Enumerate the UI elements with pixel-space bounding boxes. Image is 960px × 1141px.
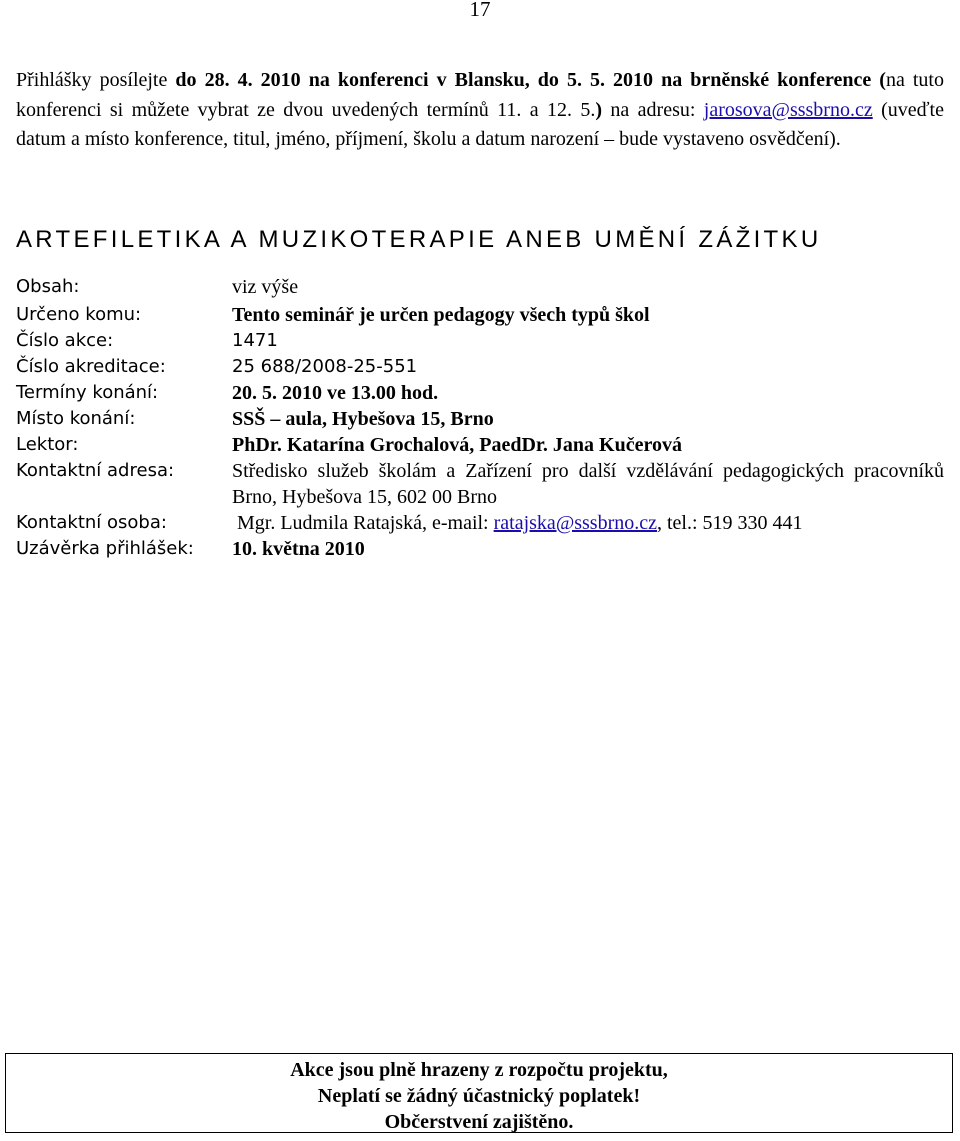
label-urceno: Určeno komu: <box>16 304 142 325</box>
contact-email-link[interactable]: ratajska@sssbrno.cz <box>493 512 657 534</box>
value-urceno: Tento seminář je určen pedagogy všech typů škol <box>232 304 650 326</box>
label-akreditace: Číslo akreditace: <box>16 356 166 377</box>
value-terminy: 20. 5. 2010 ve 13.00 hod. <box>232 382 439 404</box>
value-uzaverka: 10. května 2010 <box>232 538 365 560</box>
value-obsah: viz výše <box>232 276 299 298</box>
notice-box <box>5 1053 953 1133</box>
notice-line-3: Občerstvení zajištěno. <box>384 1111 574 1133</box>
value-osoba <box>237 510 803 536</box>
value-lektor: PhDr. Katarína Grochalová, PaedDr. Jana Kučerová <box>232 434 682 456</box>
event-heading: ARTEFILETIKA A MUZIKOTERAPIE ANEB UMĚNÍ ZÁŽITKU <box>16 226 822 253</box>
value-cislo-akce: 1471 <box>232 330 278 351</box>
label-misto: Místo konání: <box>16 408 136 429</box>
label-obsah: Obsah: <box>16 276 80 297</box>
intro-text-5: na adresu: <box>602 98 704 121</box>
value-akreditace: 25 688/2008-25-551 <box>232 356 418 377</box>
label-terminy: Termíny konání: <box>16 382 159 403</box>
intro-paren: ) <box>595 98 603 121</box>
intro-text-6: (uveďte datum a místo konference, titul, jméno, příjmení, školu a datum narození – bude vystaveno osvědčení). <box>16 98 944 150</box>
osoba-phone: , tel.: 519 330 441 <box>657 512 803 534</box>
value-adresa: Středisko služeb školám a Zařízení pro další vzdělávání pedagogických pracovníků Brno, Hybešova 15, 602 00 Brno <box>232 460 944 508</box>
intro-text-3: na tuto konferenci si můžete vybrat ze dvou uvedených termínů 11. a 12. 5. <box>16 69 944 121</box>
notice-line-2: Neplatí se žádný účastnický poplatek! <box>317 1085 641 1107</box>
osoba-name: Mgr. Ludmila Ratajská, e-mail: <box>237 512 494 534</box>
intro-paragraph <box>16 66 944 155</box>
label-lektor: Lektor: <box>16 434 79 455</box>
notice-line-1: Akce jsou plně hrazeny z rozpočtu projektu, <box>290 1059 668 1081</box>
value-misto: SSŠ – aula, Hybešova 15, Brno <box>232 408 494 430</box>
label-osoba: Kontaktní osoba: <box>16 512 167 533</box>
label-adresa: Kontaktní adresa: <box>16 460 175 481</box>
registration-email-link[interactable]: jarosova@sssbrno.cz <box>703 98 873 121</box>
label-cislo-akce: Číslo akce: <box>16 330 114 351</box>
page-number: 17 <box>469 0 491 21</box>
intro-text-1: Přihlášky posílejte <box>16 69 176 91</box>
intro-dates: do 28. 4. 2010 na konferenci v Blansku, do 5. 5. 2010 na brněnské konference ( <box>175 69 886 91</box>
label-uzaverka: Uzávěrka přihlášek: <box>16 538 194 559</box>
